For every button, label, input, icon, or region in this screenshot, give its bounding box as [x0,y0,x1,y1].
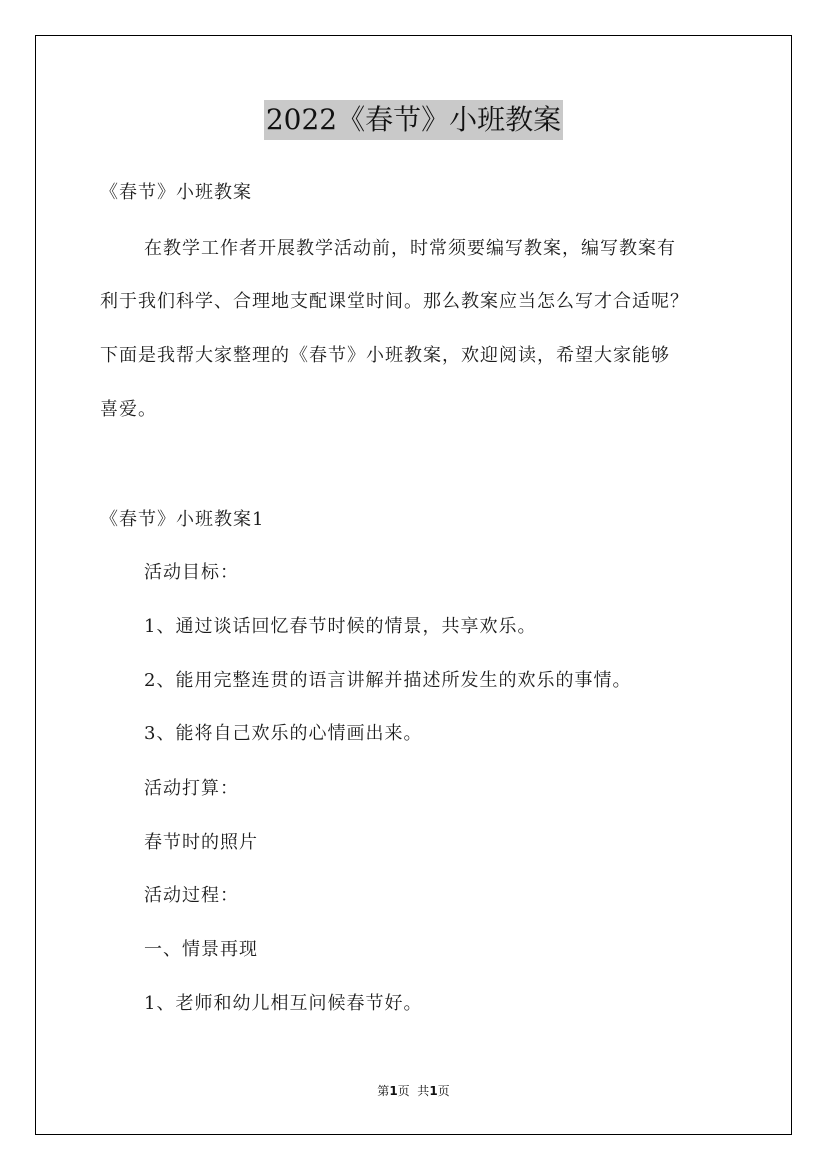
intro-line-2: 利于我们科学、合理地支配课堂时间。那么教案应当怎么写才合适呢？ [100,291,689,312]
body-line-5: 活动打算： [144,778,239,799]
intro-line-3: 下面是我帮大家整理的《春节》小班教案，欢迎阅读，希望大家能够 [100,345,670,366]
footer-mid: 页 共 [397,1084,430,1098]
body-line-1: 活动目标： [144,562,239,583]
page-footer [0,1083,827,1099]
intro-line-1: 在教学工作者开展教学活动前，时常须要编写教案，编写教案有 [144,238,676,259]
body-line-9: 1、老师和幼儿相互问候春节好。 [144,993,423,1014]
body-line-3: 2、能用完整连贯的语言讲解并描述所发生的欢乐的事情。 [144,670,632,691]
document-title: 2022《春节》小班教案 [264,100,563,140]
footer-total-pages: 1 [429,1084,438,1098]
body-line-4: 3、能将自己欢乐的心情画出来。 [144,723,423,744]
body-line-2: 1、通过谈话回忆春节时候的情景，共享欢乐。 [144,616,537,637]
footer-prefix: 第 [377,1084,390,1098]
body-line-8: 一、情景再现 [144,939,258,960]
footer-suffix: 页 [437,1084,450,1098]
body-line-6: 春节时的照片 [144,832,258,853]
section-heading: 《春节》小班教案1 [100,509,265,530]
title-container [0,100,827,140]
intro-line-4: 喜爱。 [100,399,157,420]
subtitle: 《春节》小班教案 [100,182,252,203]
footer-current-page: 1 [389,1084,398,1098]
body-line-7: 活动过程： [144,885,239,906]
